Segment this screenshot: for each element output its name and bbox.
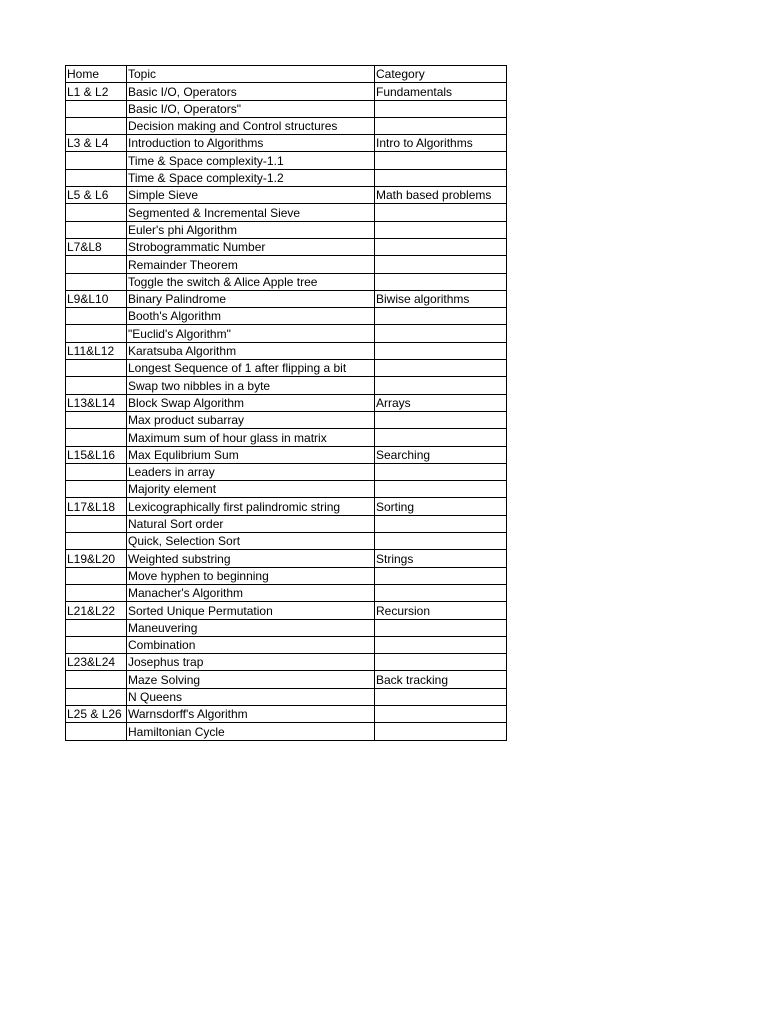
- topic-cell: Lexicographically first palindromic string: [127, 498, 375, 515]
- topic-cell: Strobogrammatic Number: [127, 238, 375, 255]
- home-cell: [66, 360, 127, 377]
- topic-cell: Remainder Theorem: [127, 256, 375, 273]
- home-cell: [66, 429, 127, 446]
- category-cell: [375, 567, 507, 584]
- topic-cell: Hamiltonian Cycle: [127, 723, 375, 740]
- category-cell: [375, 238, 507, 255]
- table-row: [66, 117, 507, 134]
- home-cell: [66, 221, 127, 238]
- category-cell: [375, 705, 507, 722]
- topic-cell: Sorted Unique Permutation: [127, 602, 375, 619]
- table-row: [66, 567, 507, 584]
- topic-cell: Warnsdorff's Algorithm: [127, 705, 375, 722]
- home-cell: [66, 325, 127, 342]
- table-row: [66, 169, 507, 186]
- topic-cell: "Euclid's Algorithm": [127, 325, 375, 342]
- category-cell: [375, 325, 507, 342]
- table-row: [66, 654, 507, 671]
- category-cell: [375, 204, 507, 221]
- topic-cell: Quick, Selection Sort: [127, 533, 375, 550]
- topic-cell: Maximum sum of hour glass in matrix: [127, 429, 375, 446]
- category-cell: [375, 152, 507, 169]
- table-row: [66, 584, 507, 601]
- table-row: [66, 481, 507, 498]
- home-cell: [66, 584, 127, 601]
- header-home: Home: [66, 66, 127, 83]
- home-cell: [66, 481, 127, 498]
- home-cell: [66, 377, 127, 394]
- home-cell: [66, 515, 127, 532]
- topic-cell: Karatsuba Algorithm: [127, 342, 375, 359]
- category-cell: [375, 654, 507, 671]
- table-row: [66, 446, 507, 463]
- topic-cell: Simple Sieve: [127, 187, 375, 204]
- home-cell: L15&L16: [66, 446, 127, 463]
- category-cell: Fundamentals: [375, 83, 507, 100]
- home-cell: [66, 533, 127, 550]
- table-row: [66, 83, 507, 100]
- table-row: [66, 550, 507, 567]
- topic-cell: Binary Palindrome: [127, 290, 375, 307]
- category-cell: [375, 515, 507, 532]
- category-cell: Back tracking: [375, 671, 507, 688]
- topic-cell: Maze Solving: [127, 671, 375, 688]
- table-row: [66, 187, 507, 204]
- home-cell: L3 & L4: [66, 135, 127, 152]
- topic-cell: Block Swap Algorithm: [127, 394, 375, 411]
- home-cell: [66, 204, 127, 221]
- home-cell: [66, 308, 127, 325]
- topic-cell: Longest Sequence of 1 after flipping a bit: [127, 360, 375, 377]
- topic-cell: Max Equlibrium Sum: [127, 446, 375, 463]
- home-cell: [66, 100, 127, 117]
- table-row: [66, 377, 507, 394]
- home-cell: [66, 411, 127, 428]
- category-cell: [375, 342, 507, 359]
- table-row: [66, 429, 507, 446]
- topic-cell: Majority element: [127, 481, 375, 498]
- table-row: [66, 394, 507, 411]
- home-cell: L9&L10: [66, 290, 127, 307]
- home-cell: L19&L20: [66, 550, 127, 567]
- header-category: Category: [375, 66, 507, 83]
- category-cell: [375, 411, 507, 428]
- table-row: [66, 360, 507, 377]
- topic-cell: N Queens: [127, 688, 375, 705]
- table-row: [66, 325, 507, 342]
- topic-cell: Basic I/O, Operators: [127, 83, 375, 100]
- home-cell: [66, 688, 127, 705]
- table-row: [66, 308, 507, 325]
- table-body: [66, 83, 507, 740]
- table-row: [66, 152, 507, 169]
- table-row: [66, 238, 507, 255]
- table-header: [66, 66, 507, 83]
- category-cell: [375, 169, 507, 186]
- header-topic: Topic: [127, 66, 375, 83]
- table-row: [66, 515, 507, 532]
- category-cell: [375, 481, 507, 498]
- table-row: [66, 533, 507, 550]
- home-cell: [66, 671, 127, 688]
- table-row: [66, 723, 507, 740]
- home-cell: [66, 463, 127, 480]
- category-cell: [375, 636, 507, 653]
- home-cell: L21&L22: [66, 602, 127, 619]
- topic-cell: Toggle the switch & Alice Apple tree: [127, 273, 375, 290]
- table-row: [66, 463, 507, 480]
- category-cell: [375, 117, 507, 134]
- home-cell: [66, 723, 127, 740]
- home-cell: [66, 169, 127, 186]
- table-row: [66, 342, 507, 359]
- category-cell: [375, 273, 507, 290]
- home-cell: L11&L12: [66, 342, 127, 359]
- category-cell: [375, 308, 507, 325]
- table-row: [66, 204, 507, 221]
- category-cell: Strings: [375, 550, 507, 567]
- table-row: [66, 221, 507, 238]
- category-cell: Math based problems: [375, 187, 507, 204]
- topic-cell: Combination: [127, 636, 375, 653]
- home-cell: [66, 273, 127, 290]
- topic-cell: Leaders in array: [127, 463, 375, 480]
- topic-cell: Max product subarray: [127, 411, 375, 428]
- topic-cell: Euler's phi Algorithm: [127, 221, 375, 238]
- topic-cell: Maneuvering: [127, 619, 375, 636]
- table-row: [66, 100, 507, 117]
- topic-cell: Time & Space complexity-1.1: [127, 152, 375, 169]
- topic-cell: Natural Sort order: [127, 515, 375, 532]
- category-cell: [375, 360, 507, 377]
- table-row: [66, 688, 507, 705]
- table-row: [66, 135, 507, 152]
- category-cell: Recursion: [375, 602, 507, 619]
- topic-cell: Swap two nibbles in a byte: [127, 377, 375, 394]
- home-cell: L5 & L6: [66, 187, 127, 204]
- home-cell: [66, 619, 127, 636]
- topic-cell: Basic I/O, Operators": [127, 100, 375, 117]
- category-cell: Intro to Algorithms: [375, 135, 507, 152]
- home-cell: [66, 567, 127, 584]
- home-cell: L13&L14: [66, 394, 127, 411]
- table-row: [66, 636, 507, 653]
- category-cell: Biwise algorithms: [375, 290, 507, 307]
- category-cell: Searching: [375, 446, 507, 463]
- category-cell: [375, 256, 507, 273]
- table-row: [66, 256, 507, 273]
- curriculum-table: [65, 65, 507, 741]
- topic-cell: Introduction to Algorithms: [127, 135, 375, 152]
- topic-cell: Move hyphen to beginning: [127, 567, 375, 584]
- category-cell: Sorting: [375, 498, 507, 515]
- home-cell: [66, 256, 127, 273]
- topic-cell: Decision making and Control structures: [127, 117, 375, 134]
- home-cell: L25 & L26: [66, 705, 127, 722]
- category-cell: [375, 723, 507, 740]
- table-row: [66, 290, 507, 307]
- topic-cell: Josephus trap: [127, 654, 375, 671]
- table-row: [66, 602, 507, 619]
- category-cell: [375, 221, 507, 238]
- home-cell: L7&L8: [66, 238, 127, 255]
- home-cell: [66, 152, 127, 169]
- category-cell: [375, 377, 507, 394]
- table-row: [66, 705, 507, 722]
- table-row: [66, 498, 507, 515]
- category-cell: [375, 619, 507, 636]
- table-row: [66, 619, 507, 636]
- home-cell: [66, 636, 127, 653]
- category-cell: [375, 429, 507, 446]
- category-cell: [375, 533, 507, 550]
- category-cell: [375, 463, 507, 480]
- table-row: [66, 411, 507, 428]
- category-cell: [375, 688, 507, 705]
- home-cell: L17&L18: [66, 498, 127, 515]
- table-row: [66, 273, 507, 290]
- topic-cell: Manacher's Algorithm: [127, 584, 375, 601]
- home-cell: L23&L24: [66, 654, 127, 671]
- home-cell: [66, 117, 127, 134]
- table-row: [66, 671, 507, 688]
- home-cell: L1 & L2: [66, 83, 127, 100]
- topic-cell: Time & Space complexity-1.2: [127, 169, 375, 186]
- topic-cell: Booth's Algorithm: [127, 308, 375, 325]
- category-cell: [375, 584, 507, 601]
- topic-cell: Weighted substring: [127, 550, 375, 567]
- topic-cell: Segmented & Incremental Sieve: [127, 204, 375, 221]
- category-cell: Arrays: [375, 394, 507, 411]
- category-cell: [375, 100, 507, 117]
- header-row: [66, 66, 507, 83]
